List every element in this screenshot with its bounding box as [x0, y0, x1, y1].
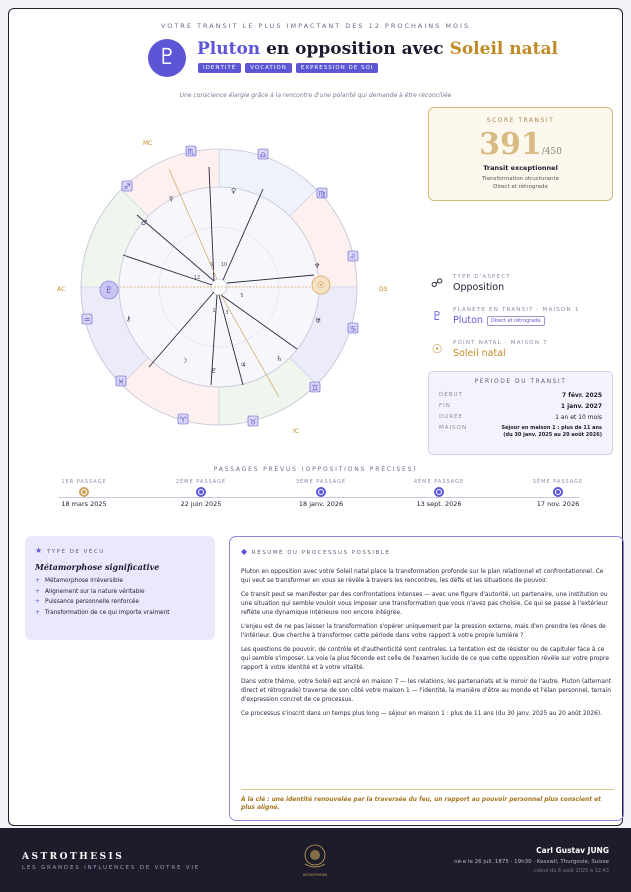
summary-paragraph: Pluton en opposition avec votre Soleil natal place la transformation profonde sur le plan relationnel et confrontationnel. Ce qui veut se transformer en vous se révèle à travers les rencontres, les défis et les situations de pouvoir. — [241, 569, 604, 584]
passage-item — [276, 479, 366, 508]
transit-planet-value-wrap — [453, 315, 620, 326]
score-label: SCORE TRANSIT — [486, 117, 555, 124]
planet-glyph: ☽ — [181, 357, 188, 365]
experience-item: + Puissance personnelle renforcée — [35, 599, 205, 605]
ic-label: IC — [293, 428, 299, 435]
passage-dot — [434, 487, 444, 497]
diamond-icon: ◆ — [241, 547, 249, 556]
sign-glyph: ♍ — [318, 189, 326, 199]
transit-title — [197, 39, 558, 59]
period-row-start — [439, 392, 602, 403]
sign-glyph: ♐ — [123, 182, 131, 192]
sign-glyph: ♏ — [187, 147, 195, 157]
period-value: 1 janv. 2027 — [560, 403, 602, 410]
passage-dot — [196, 487, 206, 497]
sign-glyph: ♌ — [349, 252, 357, 262]
experience-list — [35, 578, 205, 616]
passage-dot — [79, 487, 89, 497]
planet-glyph: ♂ — [141, 219, 148, 227]
period-key: FIN — [439, 403, 451, 409]
sign-glyph: ♓ — [117, 377, 125, 387]
report-kicker: VOTRE TRANSIT LE PLUS IMPACTANT DES 12 PROCHAINS MOIS — [160, 22, 471, 30]
score-value: 391 — [479, 127, 542, 162]
period-key: MAISON — [439, 425, 468, 431]
passages-title: PASSAGES PRÉVUS (OPPOSITIONS PRÉCISES) — [213, 466, 418, 473]
planet-glyph: ♇ — [211, 367, 218, 375]
planet-glyph: ♅ — [315, 317, 322, 325]
transit-planet-row — [430, 307, 620, 340]
passage-item — [513, 479, 603, 508]
sign-glyph: ♋ — [349, 324, 357, 334]
passage-item — [39, 479, 129, 508]
logo-text: ASTROTHESIS — [302, 873, 328, 877]
brand-name: ASTROTHESIS — [22, 852, 125, 862]
planet-glyph: ⚷ — [126, 315, 132, 323]
house-number: 10 — [220, 262, 228, 268]
house-number: 1 — [212, 308, 216, 314]
passage-label: 1ER PASSAGE — [61, 479, 107, 485]
experience-type — [35, 546, 205, 555]
aspect-info — [430, 274, 620, 373]
passage-date: 17 nov. 2026 — [536, 500, 580, 508]
passage-label: 4ÈME PASSAGE — [413, 479, 465, 485]
sun-marker-glyph: ☉ — [316, 281, 326, 291]
summary-card — [229, 536, 624, 821]
sign-glyph: ♊ — [311, 383, 319, 393]
score-sub-2: Direct et rétrograde — [493, 184, 548, 190]
passages-timeline — [49, 479, 589, 524]
period-card — [428, 371, 613, 455]
sign-glyph: ♎ — [259, 150, 267, 160]
client-birth: né·e le 26 juil. 1875 · 19h30 · Kesswil, Thurgovie, Suisse — [454, 859, 609, 865]
star-icon: ★ — [35, 546, 44, 555]
summary-body — [241, 568, 612, 719]
house-number: 5 — [240, 293, 244, 299]
period-row-house — [439, 425, 602, 436]
experience-item: + Transformation de ce qui importe vraiment — [35, 610, 205, 616]
summary-header — [241, 547, 612, 556]
passage-label: 5ÈME PASSAGE — [532, 479, 584, 485]
tag-vocation: VOCATION — [245, 63, 292, 73]
score-sub-1: Transformation structurante — [481, 176, 560, 182]
natal-point-row — [430, 340, 620, 373]
score-card — [428, 107, 613, 201]
passage-dot — [553, 487, 563, 497]
period-key: DURÉE — [439, 414, 464, 420]
natal-point-label: POINT NATAL · MAISON 7 — [453, 340, 548, 346]
title-aspect: en opposition avec — [260, 39, 450, 59]
passage-date: 18 janv. 2026 — [298, 500, 344, 508]
aspect-type-label: TYPE D'ASPECT — [453, 274, 511, 280]
client-info — [454, 846, 609, 874]
period-value: 7 févr. 2025 — [561, 392, 602, 399]
pluto-marker-glyph: ♇ — [104, 286, 114, 296]
experience-title: Métamorphose significative — [35, 562, 160, 572]
period-row-duration — [439, 414, 602, 425]
passage-date: 18 mars 2025 — [61, 500, 107, 508]
score-level: Transit exceptionnel — [483, 164, 558, 172]
summary-key: À la clé : une identité renouvelée par la traversée du feu, un rapport au pouvoir personnel plus conscient et plus aligné. — [241, 789, 614, 812]
footer — [0, 828, 631, 892]
natal-point-value: Soleil natal — [453, 348, 506, 359]
summary-title: RÉSUMÉ DU PROCESSUS POSSIBLE — [251, 550, 391, 556]
pluto-glyph-icon: ♇ — [148, 39, 186, 77]
planet-glyph: ♄ — [276, 355, 283, 363]
sign-glyph: ♒ — [83, 315, 91, 325]
ds-label: DS — [379, 286, 388, 293]
period-value: 1 an et 10 mois — [555, 414, 602, 421]
planet-glyph: ♆ — [314, 262, 321, 270]
passage-item — [156, 479, 246, 508]
tag-identite: IDENTITÉ — [198, 63, 241, 73]
summary-paragraph: Dans votre thème, votre Soleil est ancré en maison 7 — les relations, les partenariats et le miroir de l'autre. Pluton (alternant direct et rétrograde) traverse de son côté votre maison 1 — l'identité, la manière d'être au monde et l'élan personnel, terrain d'expression concret de ce processus. — [241, 679, 612, 703]
experience-type-label: TYPE DE VÉCU — [46, 549, 105, 555]
period-title: PÉRIODE DU TRANSIT — [474, 378, 567, 385]
aspect-type-value: Opposition — [453, 282, 505, 293]
ac-label: AC — [57, 286, 66, 293]
experience-item: + Alignement sur la nature véritable — [35, 589, 205, 595]
period-row-end — [439, 403, 602, 414]
mc-label: MC — [143, 140, 153, 147]
summary-paragraph: L'enjeu est de ne pas laisser la transformation s'opérer uniquement par la pression externe, mais d'en prendre les rênes de l'intérieur. Que cherche à transformer cette période dans votre rapport à votre propre lumière ? — [241, 624, 606, 639]
passage-label: 2ÈME PASSAGE — [175, 479, 227, 485]
client-calc-date: calcul du 6 août 2025 à 12:43 — [533, 868, 609, 874]
transit-subtitle: Une conscience élargie grâce à la rencontre d'une polarité qui demande à être réconciliée — [179, 92, 452, 99]
summary-paragraph: Ce processus s'inscrit dans un temps plus long — séjour en maison 1 : plus de 11 ans (du 30 janv. 2025 au 20 août 2026). — [241, 711, 603, 717]
summary-paragraph: Les questions de pouvoir, de contrôle et d'authenticité sont centrales. La tentation est de résister ou de capituler face à ce qui semble s'imposer. La voie la plus féconde est celle de l'examen lucide de ce que cette opposition révèle sur votre propre rapport à votre identité et à votre vitalité. — [241, 647, 609, 671]
summary-paragraph: Ce transit peut se manifester par des confrontations intenses — avec une figure d'autorité, un partenaire, une institution ou une situation qui semble vouloir vous imposer une transformation que vous n'avez pas choisie. Ce qui se passe à l'extérieur reflète une dynamique intérieure non encore intégrée. — [241, 592, 608, 616]
planet-glyph: ♀ — [231, 187, 237, 195]
report-page — [8, 8, 623, 826]
transit-planet-label: PLANÈTE EN TRANSIT · MAISON 1 — [453, 307, 580, 313]
experience-card — [25, 536, 215, 640]
period-value: Séjour en maison 1 : plus de 11 ans (du 30 janv. 2025 au 20 août 2026) — [501, 425, 602, 438]
aspect-type-row — [430, 274, 620, 307]
house-number: 12 — [193, 275, 201, 281]
brand-tagline: LES GRANDES INFLUENCES DE VOTRE VIE — [22, 865, 201, 871]
passage-date: 22 juin 2025 — [180, 500, 222, 508]
period-key: DÉBUT — [439, 392, 463, 398]
client-name: Carl Gustav JUNG — [536, 846, 609, 855]
house-number: 9 — [210, 262, 214, 268]
title-natal: Soleil natal — [449, 39, 558, 59]
passage-date: 13 sept. 2026 — [416, 500, 462, 508]
score-max: /450 — [541, 147, 562, 157]
pluto-icon: ♇ — [431, 309, 443, 323]
passage-dot — [316, 487, 326, 497]
transit-planet-value: Pluton — [453, 315, 483, 326]
planet-glyph: ☿ — [169, 195, 174, 203]
score-value-wrap — [429, 127, 612, 162]
astrothesis-logo — [298, 840, 332, 880]
experience-item: + Métamorphose irréversible — [35, 578, 205, 584]
astro-wheel-svg — [49, 127, 389, 447]
opposition-icon: ☍ — [430, 276, 444, 290]
tag-expression: EXPRESSION DE SOI — [296, 63, 379, 73]
passage-item — [394, 479, 484, 508]
motion-tag: Direct et rétrograde — [487, 316, 545, 326]
planet-glyph: ♃ — [240, 361, 247, 369]
theme-tags — [198, 63, 378, 73]
sun-icon: ☉ — [431, 342, 443, 356]
astro-wheel — [49, 127, 389, 447]
house-number: 3 — [225, 310, 229, 316]
sign-glyph: ♈ — [179, 415, 187, 425]
title-row — [9, 39, 622, 79]
passage-label: 3ÈME PASSAGE — [295, 479, 347, 485]
title-planet: Pluton — [197, 39, 261, 59]
sign-glyph: ♉ — [249, 417, 257, 427]
